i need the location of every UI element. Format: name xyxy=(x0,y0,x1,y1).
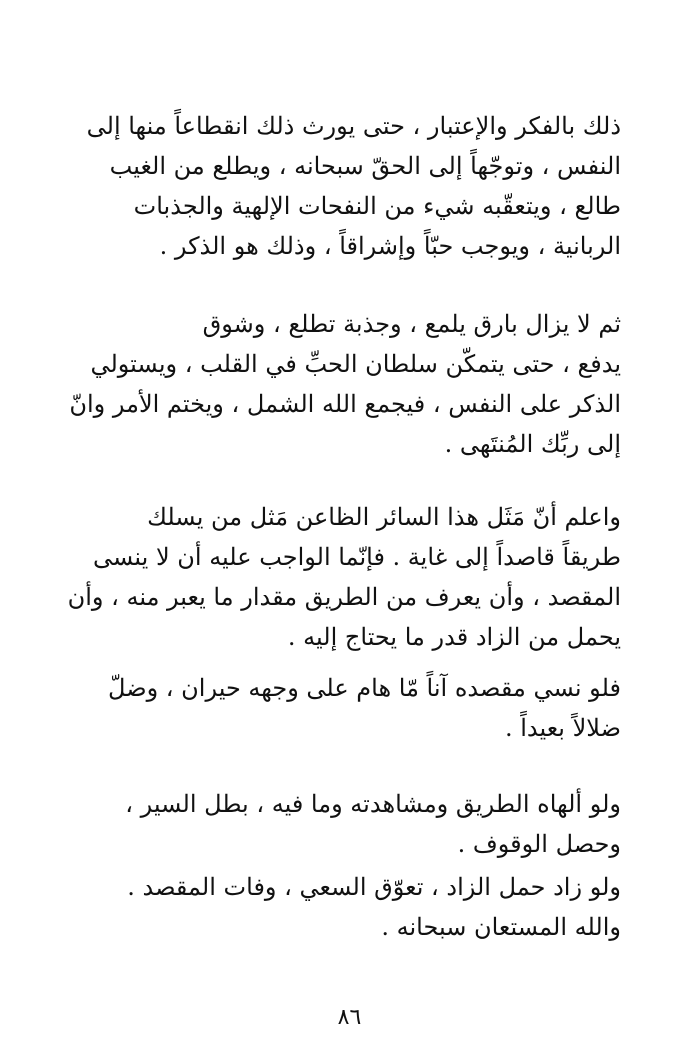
text-line: ذلك بالفكر والإعتبار ، حتى يورث ذلك انقطاعاً منها إلى xyxy=(86,112,621,140)
text-line: إلى ربِّك المُنتَهى . xyxy=(444,430,621,458)
text-line: الذكر على النفس ، فيجمع الله الشمل ، ويختم الأمر وانّ xyxy=(69,390,621,418)
page-number: ٨٦ xyxy=(337,1005,362,1030)
text-line: فلو نسي مقصده آناً مّا هام على وجهه حيران ، وضلّ xyxy=(108,674,621,702)
text-line: واعلم أنّ مَثَل هذا السائر الظاعن مَثل من يسلك xyxy=(147,503,621,531)
text-line: وحصل الوقوف . xyxy=(457,830,621,858)
text-line: والله المستعان سبحانه . xyxy=(381,913,621,941)
text-line: النفس ، وتوجّهاً إلى الحقّ سبحانه ، ويطلع من الغيب xyxy=(109,152,621,180)
paragraph-5 xyxy=(76,784,621,864)
text-line: يحمل من الزاد قدر ما يحتاج إليه . xyxy=(287,623,621,651)
text-line: طالع ، ويتعقّبه شيء من النفحات الإلهية والجذبات xyxy=(133,192,621,220)
paragraph-4 xyxy=(76,668,621,748)
text-line: ولو ألهاه الطريق ومشاهدته وما فيه ، بطل السير ، xyxy=(125,790,621,818)
paragraph-1 xyxy=(76,106,621,266)
text-line: ضلالاً بعيداً . xyxy=(504,714,621,742)
text-line: ثم لا يزال بارق يلمع ، وجذبة تطلع ، وشوق xyxy=(202,310,621,338)
paragraph-6 xyxy=(76,867,621,947)
text-line: يدفع ، حتى يتمكّن سلطان الحبِّ في القلب ، ويستولي xyxy=(90,350,621,378)
text-line: طريقاً قاصداً إلى غاية . فإنّما الواجب عليه أن لا ينسى xyxy=(92,543,621,571)
paragraph-3 xyxy=(67,497,621,657)
text-line: الربانية ، ويوجب حبّاً وإشراقاً ، وذلك هو الذكر . xyxy=(159,232,621,260)
text-line: ولو زاد حمل الزاد ، تعوّق السعي ، وفات المقصد . xyxy=(127,873,621,901)
text-line: المقصد ، وأن يعرف من الطريق مقدار ما يعبر منه ، وأن xyxy=(67,583,621,611)
paragraph-2 xyxy=(69,304,621,464)
